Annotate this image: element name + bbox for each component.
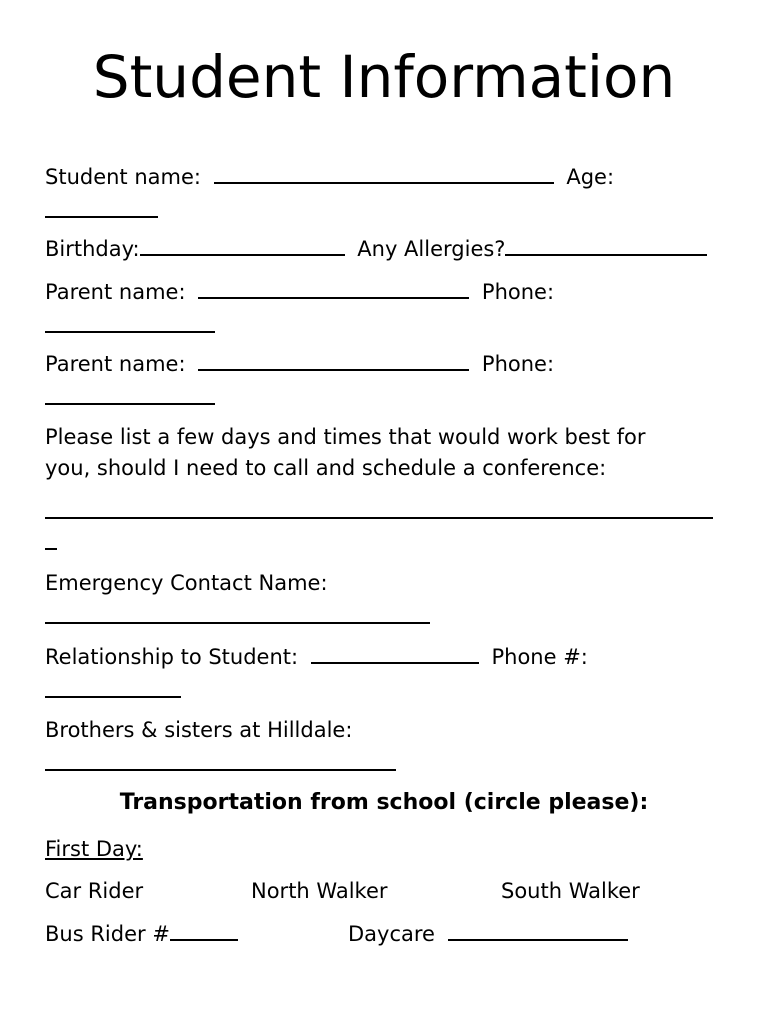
parent-name-label: Parent name:: [45, 280, 186, 304]
allergies-label: Any Allergies?: [357, 237, 506, 261]
relationship-label: Relationship to Student:: [45, 645, 299, 669]
siblings-blank[interactable]: [45, 751, 396, 771]
conference-prompt-line-1: Please list a few days and times that would work best for: [45, 425, 646, 449]
parent-name-label: Parent name:: [45, 352, 186, 376]
emergency-contact-label: Emergency Contact Name:: [45, 571, 328, 595]
emergency-contact-row: [45, 604, 430, 630]
emergency-contact-blank[interactable]: [45, 604, 430, 624]
parent-2-phone-blank[interactable]: [45, 385, 215, 405]
student-name-row: [45, 164, 614, 190]
daycare-blank[interactable]: [448, 921, 628, 941]
relationship-phone-row: [45, 678, 181, 704]
age-row: [45, 198, 158, 224]
option-car-rider[interactable]: Car Rider: [45, 879, 144, 903]
age-label: Age:: [566, 165, 615, 189]
conference-answer-blank[interactable]: [45, 499, 713, 519]
option-south-walker[interactable]: South Walker: [501, 879, 640, 903]
relationship-row: [45, 644, 588, 670]
student-name-label: Student name:: [45, 165, 201, 189]
bus-rider-label: Bus Rider #: [45, 922, 170, 946]
parent-1-row: [45, 279, 554, 305]
conference-answer-row: [45, 499, 713, 525]
emergency-phone-blank[interactable]: [45, 678, 181, 698]
parent-1-name-blank[interactable]: [198, 279, 469, 299]
allergies-blank[interactable]: [505, 236, 707, 256]
student-name-blank[interactable]: [214, 164, 554, 184]
daycare-label: Daycare: [348, 922, 435, 946]
first-day-label: First Day:: [45, 837, 143, 861]
conference-answer-overflow-row: [45, 530, 57, 556]
birthday-blank[interactable]: [140, 236, 345, 256]
option-bus-rider[interactable]: [45, 921, 238, 947]
phone-label: Phone:: [481, 280, 555, 304]
option-north-walker[interactable]: North Walker: [251, 879, 388, 903]
birthday-row: [45, 236, 707, 262]
page-title: Student Information: [92, 43, 676, 111]
conference-answer-overflow-blank[interactable]: [45, 530, 57, 550]
birthday-label: Birthday:: [45, 237, 140, 261]
conference-prompt-line-2: you, should I need to call and schedule a conference:: [45, 456, 607, 480]
bus-number-blank[interactable]: [170, 921, 238, 941]
age-blank[interactable]: [45, 198, 158, 218]
relationship-blank[interactable]: [311, 644, 479, 664]
transportation-heading: Transportation from school (circle please):: [119, 790, 649, 815]
phone-hash-label: Phone #:: [491, 645, 588, 669]
siblings-label: Brothers & sisters at Hilldale:: [45, 718, 353, 742]
phone-label: Phone:: [481, 352, 555, 376]
parent-1-phone-blank[interactable]: [45, 313, 215, 333]
parent-2-phone-row: [45, 385, 215, 411]
parent-1-phone-row: [45, 313, 215, 339]
option-daycare[interactable]: [348, 921, 628, 947]
parent-2-row: [45, 351, 554, 377]
siblings-row: [45, 751, 396, 777]
parent-2-name-blank[interactable]: [198, 351, 469, 371]
